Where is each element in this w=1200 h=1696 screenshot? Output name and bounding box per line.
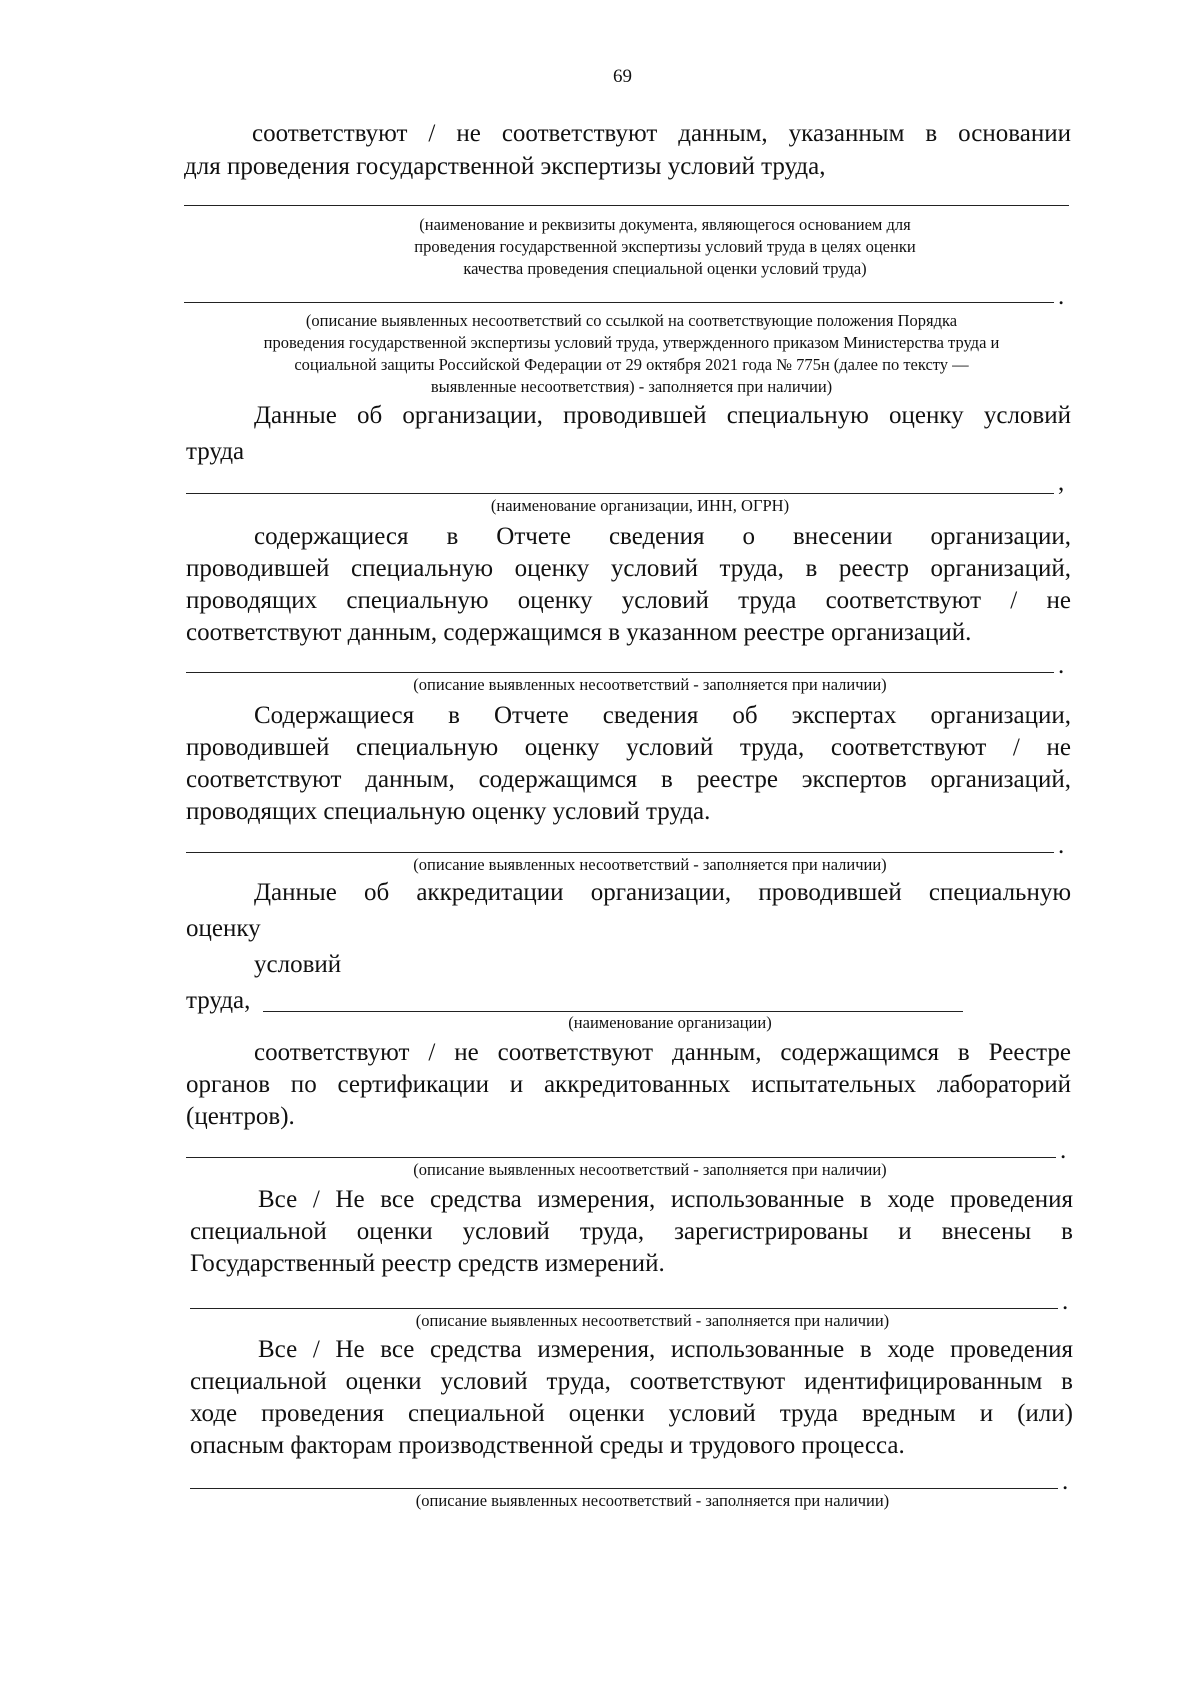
- paragraph-line: соответствуют / не соответствуют данным, указанным в основании: [252, 120, 1071, 147]
- paragraph-line: содержащиеся в Отчете сведения о внесении организации,: [254, 523, 1071, 550]
- punctuation: ,: [1058, 469, 1065, 496]
- fill-in-line: [186, 672, 1054, 673]
- fill-in-line: [186, 852, 1054, 853]
- paragraph-line: оценку: [186, 915, 261, 942]
- paragraph-line: Данные об организации, проводившей специальную оценку условий: [254, 402, 1071, 429]
- paragraph-line: Содержащиеся в Отчете сведения об экспертах организации,: [254, 702, 1071, 729]
- field-caption: (описание выявленных несоответствий - заполняется при наличии): [415, 1311, 890, 1330]
- fill-in-line: [190, 1308, 1058, 1309]
- paragraph-line: соответствуют данным, содержащимся в реестре экспертов организаций,: [186, 766, 1071, 793]
- fill-in-line: [184, 302, 1054, 303]
- field-caption: проведения государственной экспертизы условий труда в целях оценки: [414, 237, 916, 256]
- field-caption: качества проведения специальной оценки условий труда): [463, 259, 867, 278]
- paragraph-line: Государственный реестр средств измерений.: [190, 1250, 665, 1277]
- punctuation: .: [1062, 1288, 1069, 1315]
- paragraph-line: органов по сертификации и аккредитованных испытательных лабораторий: [186, 1071, 1071, 1098]
- paragraph-line: проводившей специальную оценку условий труда, в реестр организаций,: [186, 555, 1071, 582]
- field-caption: (наименование организации): [568, 1013, 772, 1032]
- punctuation: .: [1062, 1468, 1069, 1495]
- paragraph-line: условий: [254, 951, 342, 978]
- punctuation: .: [1060, 1137, 1067, 1164]
- field-caption: (описание выявленных несоответствий - заполняется при наличии): [415, 1491, 890, 1510]
- page-number: 69: [613, 66, 632, 87]
- fill-in-line: [190, 1488, 1058, 1489]
- field-caption: (описание выявленных несоответствий - заполняется при наличии): [413, 1160, 887, 1179]
- field-caption: (наименование организации, ИНН, ОГРН): [490, 496, 790, 515]
- field-caption: проведения государственной экспертизы условий труда, утвержденного приказом Министерства труда и: [263, 333, 1000, 352]
- paragraph-line: проводящих специальную оценку условий труда.: [186, 798, 711, 825]
- punctuation: .: [1058, 832, 1065, 859]
- paragraph-line: Все / Не все средства измерения, использованные в ходе проведения: [258, 1336, 1073, 1363]
- field-caption: (наименование и реквизиты документа, являющегося основанием для: [419, 215, 911, 234]
- paragraph-line: ходе проведения специальной оценки условий труда вредным и (или): [190, 1400, 1073, 1427]
- field-caption: выявленные несоответствия) - заполняется при наличии): [430, 377, 833, 396]
- fill-in-line: [186, 1157, 1056, 1158]
- paragraph-line: специальной оценки условий труда, соответствуют идентифицированным в: [190, 1368, 1073, 1395]
- field-caption: (описание выявленных несоответствий - заполняется при наличии): [413, 675, 887, 694]
- field-caption: (описание выявленных несоответствий со ссылкой на соответствующие положения Порядка: [305, 311, 958, 330]
- paragraph-line: соответствуют / не соответствуют данным, содержащимся в Реестре: [254, 1039, 1071, 1066]
- fill-in-line: [184, 205, 1069, 206]
- paragraph-line: для проведения государственной экспертизы условий труда,: [184, 153, 826, 180]
- paragraph-line: проводящих специальную оценку условий труда соответствуют / не: [186, 587, 1071, 614]
- paragraph-line: Все / Не все средства измерения, использованные в ходе проведения: [258, 1186, 1073, 1213]
- paragraph-line: опасным факторам производственной среды и трудового процесса.: [190, 1432, 905, 1459]
- field-caption: социальной защиты Российской Федерации от 29 октября 2021 года № 775н (далее по тексту —: [294, 355, 969, 374]
- paragraph-line: труда: [186, 438, 245, 465]
- paragraph-line: Данные об аккредитации организации, проводившей специальную: [254, 879, 1071, 906]
- punctuation: .: [1058, 652, 1065, 679]
- paragraph-line: специальной оценки условий труда, зарегистрированы и внесены в: [190, 1218, 1073, 1245]
- field-caption: (описание выявленных несоответствий - заполняется при наличии): [413, 855, 887, 874]
- paragraph-line: соответствуют данным, содержащимся в указанном реестре организаций.: [186, 619, 972, 646]
- punctuation: .: [1058, 283, 1065, 310]
- paragraph-line: (центров).: [186, 1103, 295, 1130]
- paragraph-line: труда,: [186, 987, 251, 1014]
- paragraph-line: проводившей специальную оценку условий труда, соответствуют / не: [186, 734, 1071, 761]
- fill-in-line: [186, 493, 1054, 494]
